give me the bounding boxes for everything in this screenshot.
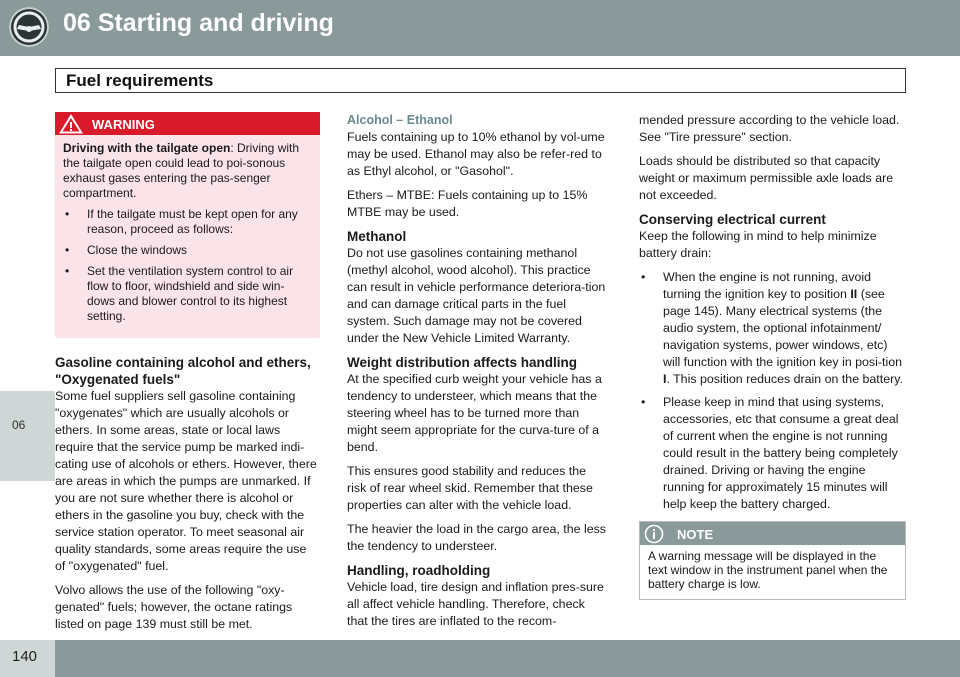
bullet-text: When the engine is not running, avoid turning the ignition key to position <box>663 270 872 301</box>
left-margin <box>0 56 55 640</box>
section-bar <box>55 68 906 93</box>
chapter-title: 06 Starting and driving <box>63 9 334 37</box>
methanol-paragraph: Do not use gasolines containing methanol (methyl alcohol, wood alcohol). This practice can result in vehicle performance deteriora-tion and can damage critical parts in the fuel system. Such damage may not be covered under the New Vehicle Limited Warranty. <box>347 246 606 345</box>
bullet-text: . This position reduces drain on the battery. <box>666 372 903 386</box>
warning-header <box>55 112 320 135</box>
warning-box <box>55 112 320 338</box>
weight-paragraph-3: The heavier the load in the cargo area, the less the tendency to understeer. <box>347 522 606 553</box>
conserve-bullet: • Please keep in mind that using systems, accessories, etc that consume a great deal of current when the engine is not running could result in the battery being completely drained. Driving or having the engine running for approximately 15 minutes will help keep the battery charged. <box>639 394 906 513</box>
warning-title: WARNING <box>92 117 155 132</box>
load-paragraph-2: Loads should be distributed so that capacity weight or maximum permissible axle loads are not exceeded. <box>639 154 894 202</box>
conserve-bullet-list <box>639 269 906 513</box>
alcohol-paragraph-2: Ethers – MTBE: Fuels containing up to 15% MTBE may be used. <box>347 188 588 219</box>
chapter-tab-label: 06 <box>12 418 26 432</box>
conserve-bullet <box>639 269 906 388</box>
column-3 <box>639 112 906 600</box>
weight-heading: Weight distribution affects handling <box>347 355 577 370</box>
methanol-heading: Methanol <box>347 229 407 244</box>
key-position-II: II <box>850 287 858 301</box>
load-paragraph-1: mended pressure according to the vehicle load. See "Tire pressure" section. <box>639 113 900 144</box>
warning-body <box>55 135 320 324</box>
note-header <box>640 522 905 545</box>
warning-bullet: • If the tailgate must be kept open for any reason, proceed as follows: <box>63 207 312 237</box>
warning-lead-text: : Driving with the tailgate open could lead to poi-sonous exhaust gases entering the pas-senger compartment. <box>63 141 300 200</box>
warning-triangle-icon <box>59 114 83 139</box>
note-text: A warning message will be displayed in the text window in the instrument panel when the battery charge is low. <box>648 549 888 591</box>
oxygenated-paragraph: Volvo allows the use of the following "oxy-genated" fuels; however, the octane ratings listed on page 139 must still be met. <box>55 583 293 631</box>
weight-paragraph-1: At the specified curb weight your vehicle has a tendency to understeer, which means that the steering wheel has to be turned more than might seem appropriate for the curva-ture of a bend. <box>347 372 602 454</box>
chapter-tab[interactable] <box>0 391 55 481</box>
note-box <box>639 521 906 600</box>
bullet-text: (see page 145). Many electrical systems (the audio system, the optional infotainment/ navigation systems, power windows, etc) will function with the ignition key in posi-tion <box>663 287 902 369</box>
column-1 <box>55 112 320 640</box>
key-position-I: I <box>663 372 667 386</box>
handling-heading: Handling, roadholding <box>347 563 491 578</box>
page-footer <box>0 640 960 677</box>
warning-bullet: • Set the ventilation system control to air flow to floor, windshield and side win-dows and blower control to its highest setting. <box>63 264 312 324</box>
gasoline-heading: Gasoline containing alcohol and ethers, "Oxygenated fuels" <box>55 355 311 387</box>
page-number: 140 <box>12 648 38 665</box>
warning-bullet: • Close the windows <box>63 243 312 258</box>
weight-paragraph-2: This ensures good stability and reduces the risk of rear wheel skid. Remember that these properties can alter with the vehicle load. <box>347 464 593 512</box>
info-icon <box>644 524 664 549</box>
steering-wheel-logo-icon <box>9 7 49 47</box>
conserve-heading: Conserving electrical current <box>639 212 826 227</box>
section-title: Fuel requirements <box>66 71 214 90</box>
column-2 <box>347 112 607 637</box>
alcohol-heading: Alcohol – Ethanol <box>347 113 453 127</box>
conserve-paragraph: Keep the following in mind to help minimize battery drain: <box>639 229 877 260</box>
alcohol-paragraph-1: Fuels containing up to 10% ethanol by vol-ume may be used. Ethanol may also be refer-red to as Ethyl alcohol, or "Gasohol". <box>347 130 605 178</box>
warning-lead-bold: Driving with the tailgate open <box>63 141 231 155</box>
warning-bullet-list <box>63 207 312 324</box>
gasoline-paragraph: Some fuel suppliers sell gasoline containing "oxygenates" which are usually alcohols or ethers. In some areas, state or local laws require that the service pump be marked indi-cating use of alcohols or ethers. However, there are areas in which the pumps are unmarked. If you are not sure whether there is alcohol or ethers in the gasoline you buy, check with the service station operator. To meet seasonal air quality standards, some areas require the use of "oxygenated" fuel. <box>55 389 317 573</box>
handling-paragraph: Vehicle load, tire design and inflation pres-sure all affect vehicle handling. Therefore, check that the tires are inflated to the recom- <box>347 580 604 628</box>
note-title: NOTE <box>677 527 714 542</box>
